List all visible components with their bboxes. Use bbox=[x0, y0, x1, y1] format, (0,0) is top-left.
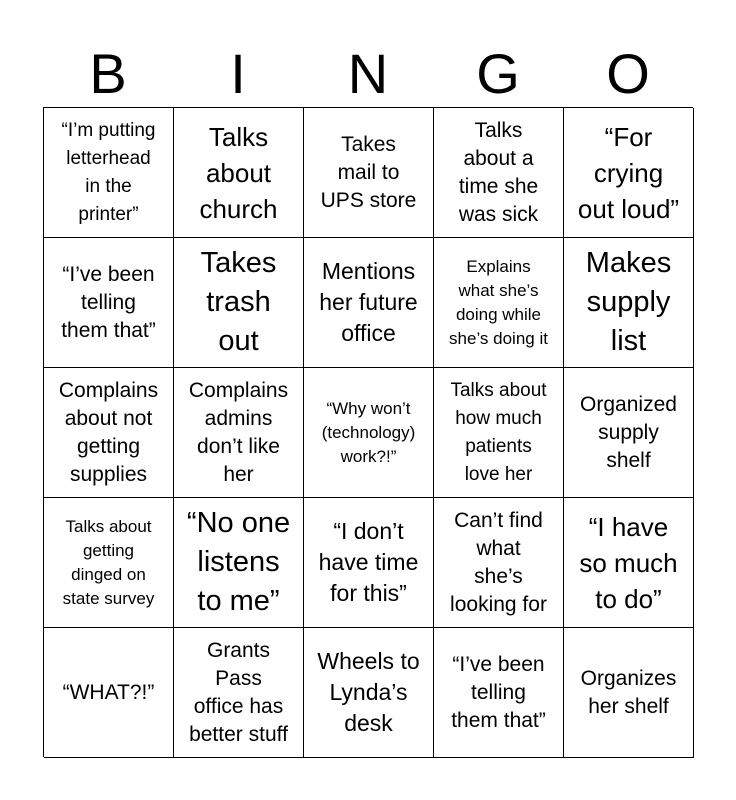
bingo-cell-r2-c4[interactable] bbox=[434, 238, 564, 368]
cell-text: “No one listens to me” bbox=[186, 507, 291, 617]
bingo-cell-r4-c1[interactable] bbox=[44, 498, 174, 628]
cell-text: Explains what she’s doing while she’s doing it bbox=[449, 256, 548, 348]
cell-text: Wheels to Lynda’s desk bbox=[317, 648, 420, 736]
bingo-cell-r2-c5[interactable] bbox=[564, 238, 694, 368]
bingo-cell-r1-c4[interactable] bbox=[434, 108, 564, 238]
cell-text: Takes trash out bbox=[200, 247, 277, 357]
cell-text: Complains admins don’t like her bbox=[188, 378, 289, 486]
cell-text: Makes supply list bbox=[585, 247, 672, 357]
cell-text: Takes mail to UPS store bbox=[320, 132, 417, 212]
bingo-cell-r1-c1[interactable] bbox=[44, 108, 174, 238]
bingo-grid bbox=[43, 107, 693, 757]
bingo-cell-r2-c2[interactable] bbox=[174, 238, 304, 368]
cell-text: Grants Pass office has better stuff bbox=[189, 638, 288, 746]
bingo-cell-r4-c4[interactable] bbox=[434, 498, 564, 628]
header-letter-g: G bbox=[476, 42, 520, 105]
bingo-cell-r4-c3[interactable] bbox=[304, 498, 434, 628]
bingo-cell-r3-c2[interactable] bbox=[174, 368, 304, 498]
bingo-header bbox=[43, 42, 693, 106]
cell-text: Talks about church bbox=[199, 121, 278, 224]
cell-text: “WHAT?!” bbox=[62, 680, 155, 704]
cell-text: Complains about not getting supplies bbox=[58, 378, 159, 486]
cell-text: “I’ve been telling them that” bbox=[451, 652, 546, 732]
header-letter-n: N bbox=[347, 42, 389, 105]
bingo-cell-r5-c2[interactable] bbox=[174, 628, 304, 758]
cell-text: Organizes her shelf bbox=[580, 666, 677, 718]
bingo-cell-r3-c3[interactable] bbox=[304, 368, 434, 498]
bingo-cell-r3-c5[interactable] bbox=[564, 368, 694, 498]
cell-text: “I don’t have time for this” bbox=[318, 518, 419, 606]
bingo-cell-r5-c3[interactable] bbox=[304, 628, 434, 758]
cell-text: Can’t find what she’s looking for bbox=[450, 508, 547, 616]
cell-text: Talks about getting dinged on state survey bbox=[62, 516, 155, 608]
cell-text: Talks about how much patients love her bbox=[450, 379, 547, 485]
bingo-cell-r5-c4[interactable] bbox=[434, 628, 564, 758]
header-letter-o: O bbox=[606, 42, 650, 105]
bingo-cell-r1-c5[interactable] bbox=[564, 108, 694, 238]
bingo-cell-r5-c1[interactable] bbox=[44, 628, 174, 758]
bingo-cell-r2-c1[interactable] bbox=[44, 238, 174, 368]
bingo-cell-r3-c4[interactable] bbox=[434, 368, 564, 498]
bingo-cell-r5-c5[interactable] bbox=[564, 628, 694, 758]
bingo-cell-r3-c1[interactable] bbox=[44, 368, 174, 498]
header-letter-b: B bbox=[89, 42, 127, 105]
cell-text: Organized supply shelf bbox=[580, 392, 677, 472]
bingo-cell-r1-c3[interactable] bbox=[304, 108, 434, 238]
cell-text: “I’m putting letterhead in the printer” bbox=[61, 119, 156, 225]
cell-text: Mentions her future office bbox=[319, 258, 418, 346]
header-letter-i: I bbox=[230, 42, 246, 105]
bingo-cell-r4-c5[interactable] bbox=[564, 498, 694, 628]
bingo-cell-r1-c2[interactable] bbox=[174, 108, 304, 238]
cell-text: “Why won’t (technology) work?!” bbox=[321, 398, 416, 466]
cell-text: “I’ve been telling them that” bbox=[61, 262, 156, 342]
cell-text: Talks about a time she was sick bbox=[458, 118, 539, 226]
bingo-cell-r2-c3[interactable] bbox=[304, 238, 434, 368]
cell-text: “For crying out loud” bbox=[577, 121, 680, 224]
bingo-cell-r4-c2[interactable] bbox=[174, 498, 304, 628]
cell-text: “I have so much to do” bbox=[579, 511, 678, 614]
